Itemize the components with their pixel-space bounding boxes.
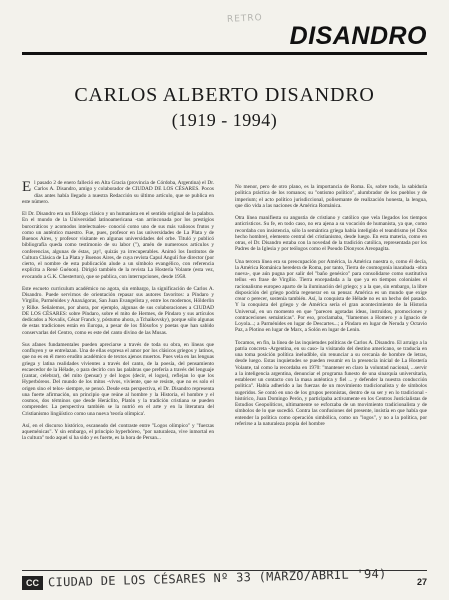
article-title: CARLOS ALBERTO DISANDRO [74, 84, 375, 106]
paragraph: Este escueto curriculum académico no agota, sin embargo, la significación de Carlos A. Disandro. Puede servirnos de orientación repasar sus autores favoritos: a Píndaro y Virgilio, Parménides y Anaxágoras, San Juan Evangelista y, entre los modernos, Hölderlin y Rilke. Señalemos, por ahora, por ejemplo, algunas de sus colaboraciones a CIUDAD DE LOS CÉSARES: sobre Píndaro, sobre el mito de Hermes, de Píndaro y sus artículos dedicados a Novalis, César Franck y, póstumo ahora, a Tchaikovsky), porque sólo algunas de estas tradiciones están en Europa, a pesar de los filósofos y poetas que han sabido conservarlas del Centro, como es este del canto divino de las Musas. [22, 285, 214, 336]
paragraph: Otra línea manifiesta su angustia de cristiano y católico que vela llegados los tiempos anticristicos. Su fe, en todo caso, no era ajena a su vocación de humanista, ya que, como recordaba con insistencia, sólo la semántica griega había inteligido el teandrismo (el Dios hecho hombre), elemento central del cristianismo, desde luego. En esta materia, como en otras, el Dr. Disandro estaba con la novedad de la tradición católica, representada por los Padres de la Iglesia y por teólogos como el Pseudo Dionysos Areopagita. [235, 215, 427, 253]
handwritten-issue-note: CIUDAD DE LOS CÉSARES Nº 33 (MARZO/ABRIL '94) [47, 566, 387, 590]
retro-stamp: RETRO [226, 13, 264, 25]
paragraph-intro [22, 180, 214, 205]
section-title: DISANDRO [289, 22, 427, 50]
paragraph: Sus afanes fundamentales pueden apreciarse a través de toda su obra, en líneas que confluyen y se entrelazan. Una de ellas expresa el amor por los clásicos griegos y latinos, que no es en él mero erudito académico de textos ajenos muertos. Pues vela en las lenguas griega y latina realidades vivientes a través del canto, de la poesía, del pensamiento escaecedor de la Hélade, o para decirlo con las palabras que prefería a través del lenguaje (cantar, celebrar), del mito (pensar) y del logos (decir, el logos), reflejan lo que los Hyperbóreos. Del mundo de los mitos -vivos, viviente, que se resiste, que no es solo el origen sino el telos- siempre, se pensó. Desde esta perspectiva, el Dr. Disandro representa una fuerte afirmación, un principio que reúne al hombre y la Historia, el hombre y el cosmos, dos términos que desde Heráclito, Platón y la tradición cristiana se pueden comprender. La perspectiva también se la nutrió en el arte y en la literatura del Cristianismo lingüístico como una nueva 'teoría olímpica'. [22, 341, 214, 417]
paragraph: Una tercera línea era su preocupación por América, la América nuestra o, como él decía, la América Románica heredera de Roma, por tanto, Tierra de cosmogonía inacabada -obra nueva-, que aún pugna por salir del "baño genésico" para consolidarse como sustitutiva tellus -en frase de Virgilio. Tierra encepadada a la que ya en tiempos coloniales el racionalismo europeo aparto de la iluminación del griego; y a la que, sin embargo, la libre disposición del griego podría regenerar en su pensar. América es un mundo que exige crear o perecer, sostenía también. Así, la conquista de Hélade no es un hecho del pasado. Y la conquista del griego y de América sería el gran acontecimiento de la Historia Universal, en un momento en que "parecen agotadas ideas, instruidos, promociones y contraceciones semánticas". Por eso, proclamaba, "llamemos a Homero y a Ignacio de Loyola...; a Parménides en lugar de Descartes...; a Píndaro en lugar de Neruda y Octavio Paz, a Plotino en lugar de Marx, a Solón en lugar de Lenin. [235, 258, 427, 334]
drop-cap: E [22, 179, 32, 195]
paragraph: Así, en el discurso histórico, escaneado del contraste entre "Logos olímpico" y "fuerzas aqueménicas". Y sin embargo, el principio hyperbóreo, "por naturaleza, vive inmortal en la cultura" todo aquel sí ha sido y es fuerte, es la hora de Persan... [22, 422, 214, 442]
paragraph: Tocamos, en fin, la línea de las inquietudes políticas de Carlos A. Disandro. El arraigo a la patria concreta -Argentina, en su caso- la visitando del destino americano, se traducía en una toma posición política ineludible, sin renunciar a su cercanía de hombre de letras, desde luego. Estas inquietudes se pueden resumir en la presencia inicial de La Hostería Volante, tal como la recordaba en 1970: "mantener en claro la voluntad nacional, ...servir a la inteligencia argentina, denunciar el programa funesto de una sinarquía universitaria, establecer un contacto con la masa auténtica y fiel ... y defender la nuestra conducción política". Había adherido a las fuerzas de un movimiento tradicionalista y de símbolos sugeridos. Se contó en uno de los grupos peronistas, dentro de su ser y en lo tradicional - histórico, Juan Domingo Perón, y participaba activamente en los Centros Justicialistas de Estudios Geopolíticos, ultimamente se esforzaba de un movimiento tradicionalista y de símbolos de lo que sucedió. Contra las confusiones del presente, insistía en que había que entender la política como operación simbólica, como un "logos", y no a la política, por referirse a la naturaleza propia del hombre [235, 339, 427, 427]
right-column [235, 184, 427, 433]
article-years: (1919 - 1994) [171, 110, 278, 130]
paragraph: No menor, pero de otro plano, es la importancia de Roma. Es, sobre todo, la sabiduría política práctica de los romanos; su "ontismo político", alumbrador de los pueblos y de imperium; el acto político jurisdiccional, polisemante de realización honesta, la lengua, que dio vida a las naciones de América Románica. [235, 184, 427, 209]
paragraph-intro-text: l pasado 2 de enero falleció en Alta Gracia (provincia de Córdoba, Argentina) el Dr. Carlos A. Disandro, amigo y colaborador de CIUDAD DE LOS CÉSARES. Pocos días antes había llegado a nuestra Redacción su último artículo, que se publica en este número. [22, 180, 214, 205]
page-number: 27 [416, 577, 427, 587]
paragraph: El Dr. Disandro era un filólogo clásico y un humanista en el sentido original de la palabra. En el mundo de la Universidad latinoamericana -tan arrinconada por los prestigios burocráticos y acomodos intelectuales- conoció como uno de sus más valiosos frutos y como un auténtico maestro. Fue, pues, profesor en las universidades de La Plata y de Buenos Aires, y profesor visitante en algunas universidades del orbe. Tituló y publicó bibliografía queda como testimonio de su labor ("), amén de numerosos artículos y conferencias, algunas de éstas, ¡ay!, quizás ya irrecuperables. Animó los Institutos de Cultura Clásica de La Plata y Buenos Aires, de cuya revista Capul Angulí fue director (por cierto, el nombre de esta publicación alude a un símbolo evangélico, con referencia explícita a René Guénon). Dirigió también de la revista La Hostería Volante (esta vez, evocando a G.K. Chesterton), que se publica, con interrupciones, desde 1958. [22, 211, 214, 280]
header-rule [22, 52, 427, 55]
magazine-logo-badge: CC [22, 576, 43, 590]
left-column [22, 180, 214, 448]
